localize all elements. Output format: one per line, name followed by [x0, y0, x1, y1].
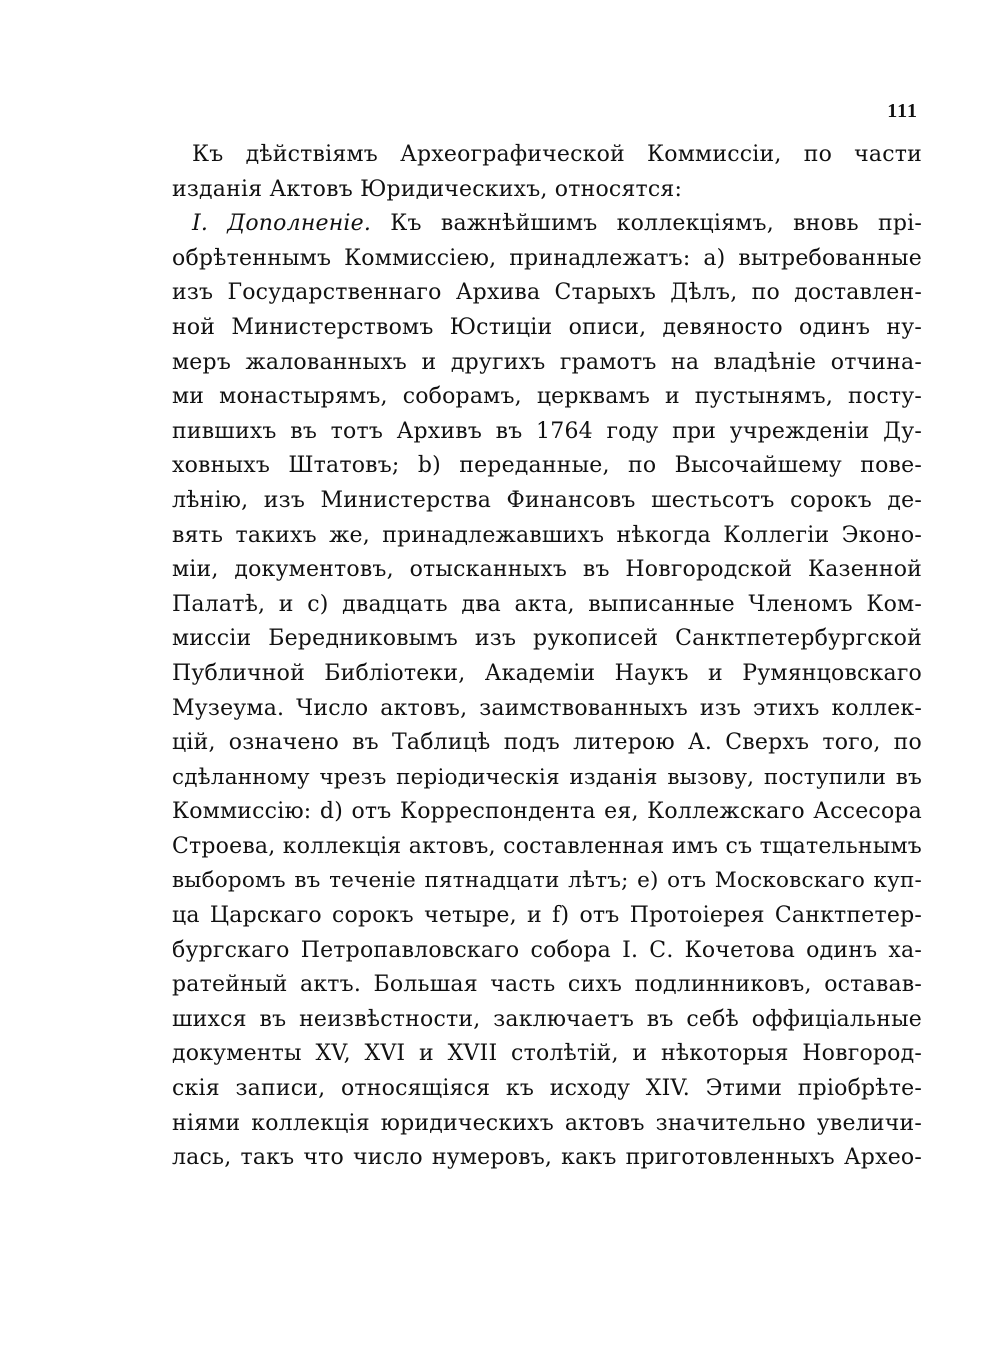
text-line: изъ Государственнаго Архива Старыхъ Дѣлъ, по доставлен- [172, 280, 922, 306]
text-line: миссіи Бередниковымъ изъ рукописей Санктпетербургской [172, 626, 922, 652]
text-line: выборомъ въ теченіе пятнадцати лѣтъ; е) отъ Московскаго куп- [172, 868, 922, 894]
text-line: меръ жалованныхъ и другихъ грамотъ на владѣніе отчина- [172, 349, 922, 375]
text-line: сдѣланному чрезъ періодическія изданія вызову, поступили въ [172, 764, 922, 790]
text-line: документы XV, XVI и XVII столѣтій, и нѣкоторыя Новгород- [172, 1041, 922, 1067]
text-line: міи, документовъ, отысканныхъ въ Новгородской Казенной [172, 557, 922, 583]
text-line: ратейный актъ. Большая часть сихъ подлинниковъ, оставав- [172, 972, 922, 998]
text-line: вять такихъ же, принадлежавшихъ нѣкогда Коллегіи Эконо- [172, 522, 922, 548]
paragraph-intro [172, 138, 922, 207]
text-line: цій, означено въ Таблицѣ подъ литерою А. Сверхъ того, по [172, 730, 922, 756]
text-line: Публичной Библіотеки, Академіи Наукъ и Румянцовскаго [172, 660, 922, 686]
text-line: лѣнію, изъ Министерства Финансовъ шестьсотъ сорокъ де- [172, 487, 922, 513]
body-text [172, 138, 922, 1176]
text-line: лась, такъ что число нумеровъ, какъ приготовленныхъ Архео- [172, 1145, 922, 1171]
text-line: скія записи, относящіяся къ исходу XIV. Этими пріобрѣте- [172, 1076, 922, 1102]
text-line: Къ дѣйствіямъ Археографической Коммиссіи, по части [192, 142, 922, 167]
text-line: Музеума. Число актовъ, заимствованныхъ изъ этихъ коллек- [172, 695, 922, 721]
text-line: изданія Актовъ Юридическихъ, относятся: [172, 176, 683, 202]
text-line-heading [172, 207, 922, 242]
text-line: Строева, коллекція актовъ, составленная имъ съ тщательнымъ [172, 833, 922, 859]
text-line: ніями коллекція юридическихъ актовъ значительно увеличи- [172, 1110, 922, 1136]
text-line: ховныхъ Штатовъ; b) переданные, по Высочайшему пове- [172, 453, 922, 479]
text-line: Палатѣ, и с) двадцать два акта, выписанные Членомъ Ком- [172, 591, 922, 617]
page-number: 111 [887, 100, 918, 122]
text-line: ца Царскаго сорокъ четыре, и f) отъ Протоіерея Санктпетер- [172, 903, 922, 929]
text-line: обрѣтеннымъ Коммиссіею, принадлежатъ: а) вытребованные [172, 245, 922, 271]
text-line: ми монастырямъ, соборамъ, церквамъ и пустынямъ, посту- [172, 384, 922, 410]
text-line: пившихъ въ тотъ Архивъ въ 1764 году при учрежденіи Ду- [172, 418, 922, 444]
section-heading: I. Дополненіе. [192, 211, 372, 237]
text-line: Коммиссію: d) отъ Корреспондента ея, Коллежскаго Ассесора [172, 799, 922, 825]
text-line: бургскаго Петропавловскаго собора І. С. Кочетова одинъ ха- [172, 937, 922, 963]
paragraph-supplement [172, 207, 922, 1176]
text-line: ной Министерствомъ Юстиціи описи, девяносто одинъ ну- [172, 314, 922, 340]
text-segment: Къ важнѣйшимъ коллекціямъ, вновь прі- [390, 211, 922, 237]
text-line: шихся въ неизвѣстности, заключаетъ въ себѣ оффиціальные [172, 1006, 922, 1032]
